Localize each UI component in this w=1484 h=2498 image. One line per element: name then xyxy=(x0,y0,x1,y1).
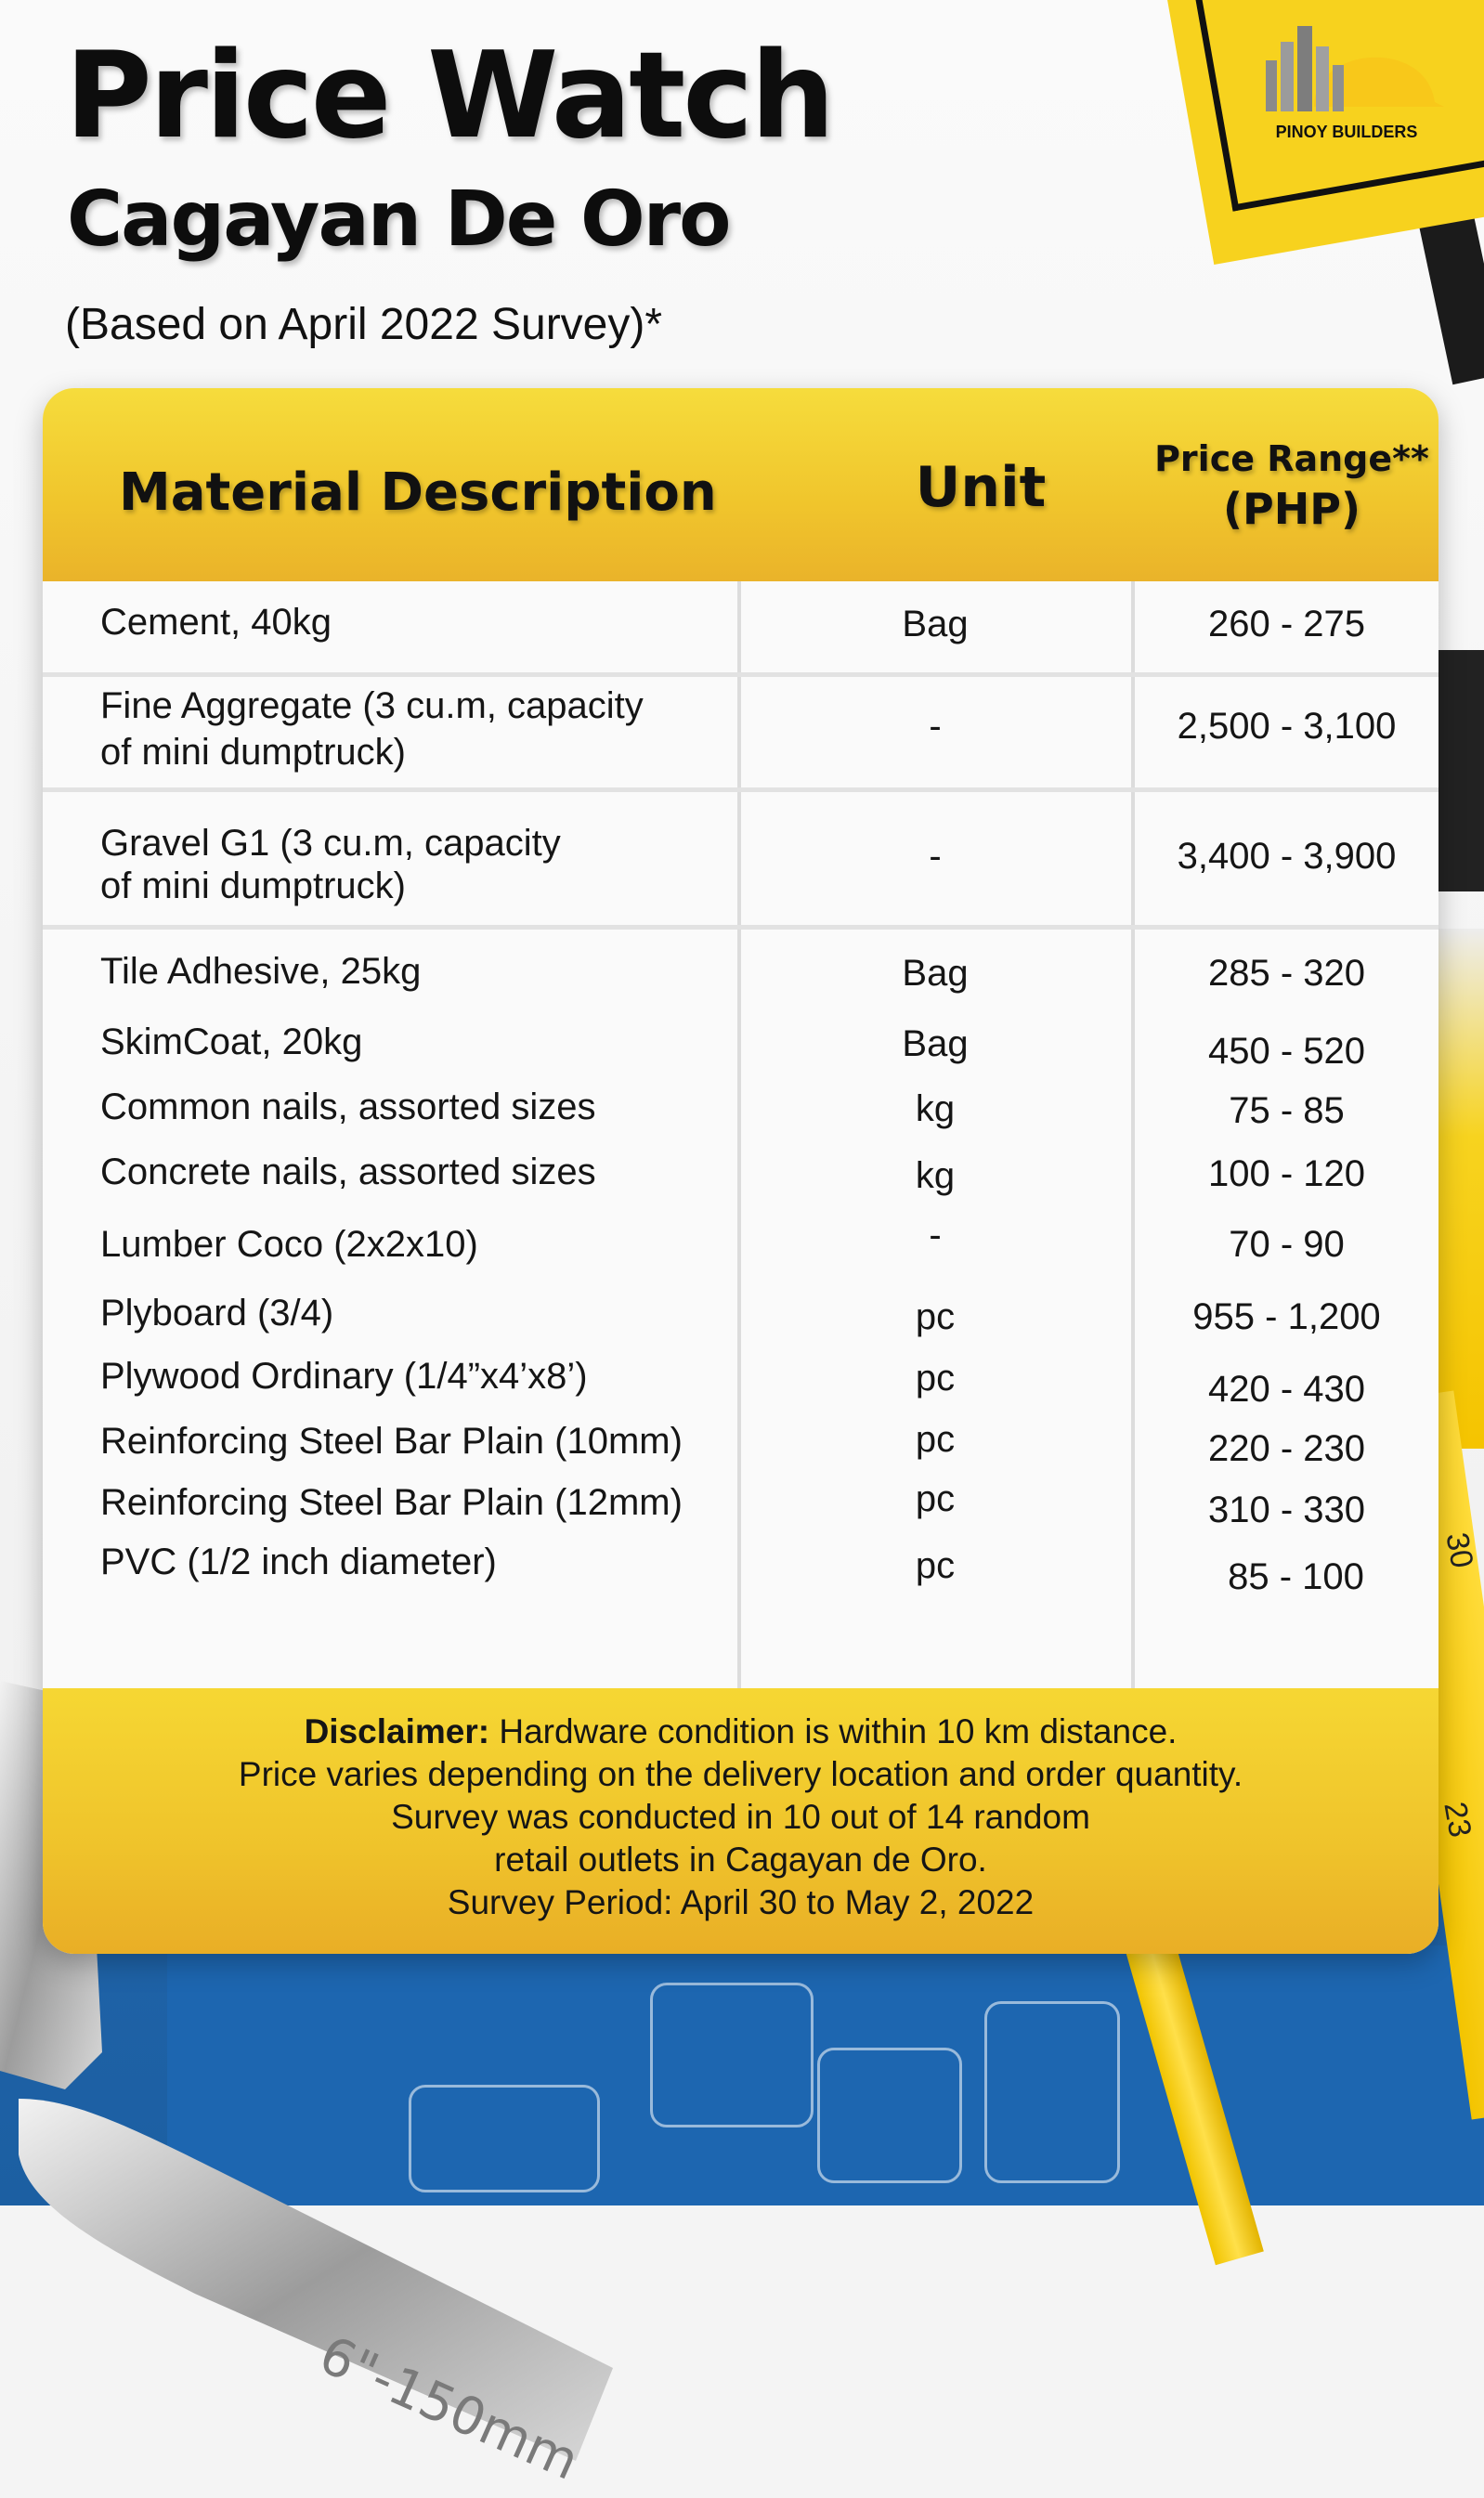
table-row-description: Cement, 40kg xyxy=(100,602,332,643)
disclaimer-line: Survey Period: April 30 to May 2, 2022 xyxy=(447,1883,1035,1921)
table-row-price: 260 - 275 xyxy=(1207,604,1366,644)
table-row-price: 955 - 1,200 xyxy=(1192,1296,1381,1337)
table-row-description: Reinforcing Steel Bar Plain (10mm) xyxy=(100,1421,683,1462)
table-row-unit: - xyxy=(929,1215,942,1256)
page-title: Price Watch xyxy=(65,27,833,165)
table-row-description: Gravel G1 (3 cu.m, capacity xyxy=(100,823,561,864)
table-row-unit: Bag xyxy=(902,1023,969,1064)
ruler-mark: 23 xyxy=(1437,1799,1478,1841)
table-row-unit: pc xyxy=(915,1545,956,1586)
price-table-card xyxy=(43,388,1438,1954)
table-row-price: 100 - 120 xyxy=(1207,1153,1366,1194)
table-row-description: Common nails, assorted sizes xyxy=(100,1086,596,1127)
blueprint-shape xyxy=(817,2048,962,2183)
table-row-unit: Bag xyxy=(902,953,969,994)
side-tools-decor xyxy=(1435,929,1484,1449)
table-row-description: Fine Aggregate (3 cu.m, capacity xyxy=(100,685,644,726)
table-row-unit: pc xyxy=(915,1419,956,1460)
wrench-size-label: 6"-150mm xyxy=(310,2324,588,2492)
table-row-unit: kg xyxy=(915,1155,956,1196)
header-price-line1: Price Range** xyxy=(1154,438,1429,479)
disclaimer-line: retail outlets in Cagayan de Oro. xyxy=(494,1841,987,1879)
table-row-price: 310 - 330 xyxy=(1207,1490,1366,1530)
table-header xyxy=(43,388,1438,581)
table-row-description: SkimCoat, 20kg xyxy=(100,1021,363,1062)
table-row-description: Tile Adhesive, 25kg xyxy=(100,951,422,992)
blueprint-shape xyxy=(984,2001,1120,2183)
paint-brush-handle xyxy=(1435,650,1484,891)
table-row-price: 85 - 100 xyxy=(1228,1556,1364,1597)
table-row-price: 220 - 230 xyxy=(1207,1428,1366,1469)
table-row-description-cont: of mini dumptruck) xyxy=(100,865,406,906)
table-row-description: Reinforcing Steel Bar Plain (12mm) xyxy=(100,1482,683,1523)
ruler-mark: 30 xyxy=(1438,1529,1480,1571)
table-row-price: 450 - 520 xyxy=(1207,1031,1366,1072)
row-divider xyxy=(43,672,1438,677)
disclaimer-line xyxy=(43,1711,1438,1753)
table-row-description: Concrete nails, assorted sizes xyxy=(100,1151,596,1192)
table-row-description: Plywood Ordinary (1/4”x4’x8’) xyxy=(100,1356,588,1397)
row-divider xyxy=(43,925,1438,930)
table-row-price: 75 - 85 xyxy=(1229,1090,1345,1131)
disclaimer-line: Survey was conducted in 10 out of 14 random xyxy=(391,1798,1090,1836)
table-row-price: 2,500 - 3,100 xyxy=(1177,706,1397,747)
table-row-unit: - xyxy=(929,706,942,747)
table-row-unit: pc xyxy=(915,1358,956,1399)
header-unit: Unit xyxy=(915,455,1047,520)
pinoy-builders-logo xyxy=(1249,19,1444,149)
table-row-description-cont: of mini dumptruck) xyxy=(100,732,406,773)
disclaimer-box xyxy=(43,1688,1438,1954)
table-row-description: Lumber Coco (2x2x10) xyxy=(100,1224,478,1265)
survey-note: (Based on April 2022 Survey)* xyxy=(65,300,663,349)
disclaimer-label: Disclaimer: xyxy=(304,1712,490,1750)
table-row-price: 70 - 90 xyxy=(1229,1224,1345,1265)
table-row-price: 420 - 430 xyxy=(1207,1369,1366,1410)
header-price-range xyxy=(1148,436,1436,538)
table-row-unit: Bag xyxy=(902,604,969,644)
table-row-price: 3,400 - 3,900 xyxy=(1177,836,1397,877)
table-row-unit: kg xyxy=(915,1088,956,1129)
table-row-unit: - xyxy=(929,836,942,877)
disclaimer-line: Price varies depending on the delivery location and order quantity. xyxy=(238,1755,1243,1793)
disclaimer-text: Hardware condition is within 10 km distance. xyxy=(489,1712,1178,1750)
header-material-description: Material Description xyxy=(119,462,717,523)
table-row-unit: pc xyxy=(915,1478,956,1519)
row-divider xyxy=(43,787,1438,792)
table-row-unit: pc xyxy=(915,1296,956,1337)
table-row-description: Plyboard (3/4) xyxy=(100,1293,334,1334)
table-row-price: 285 - 320 xyxy=(1207,953,1366,994)
header-price-line2: (PHP) xyxy=(1223,484,1360,535)
page-subtitle: Cagayan De Oro xyxy=(67,176,730,264)
logo-text: PINOY BUILDERS xyxy=(1275,123,1418,141)
building-hardhat-icon xyxy=(1249,19,1444,121)
table-row-description: PVC (1/2 inch diameter) xyxy=(100,1542,497,1582)
blueprint-shape xyxy=(650,1983,814,2127)
